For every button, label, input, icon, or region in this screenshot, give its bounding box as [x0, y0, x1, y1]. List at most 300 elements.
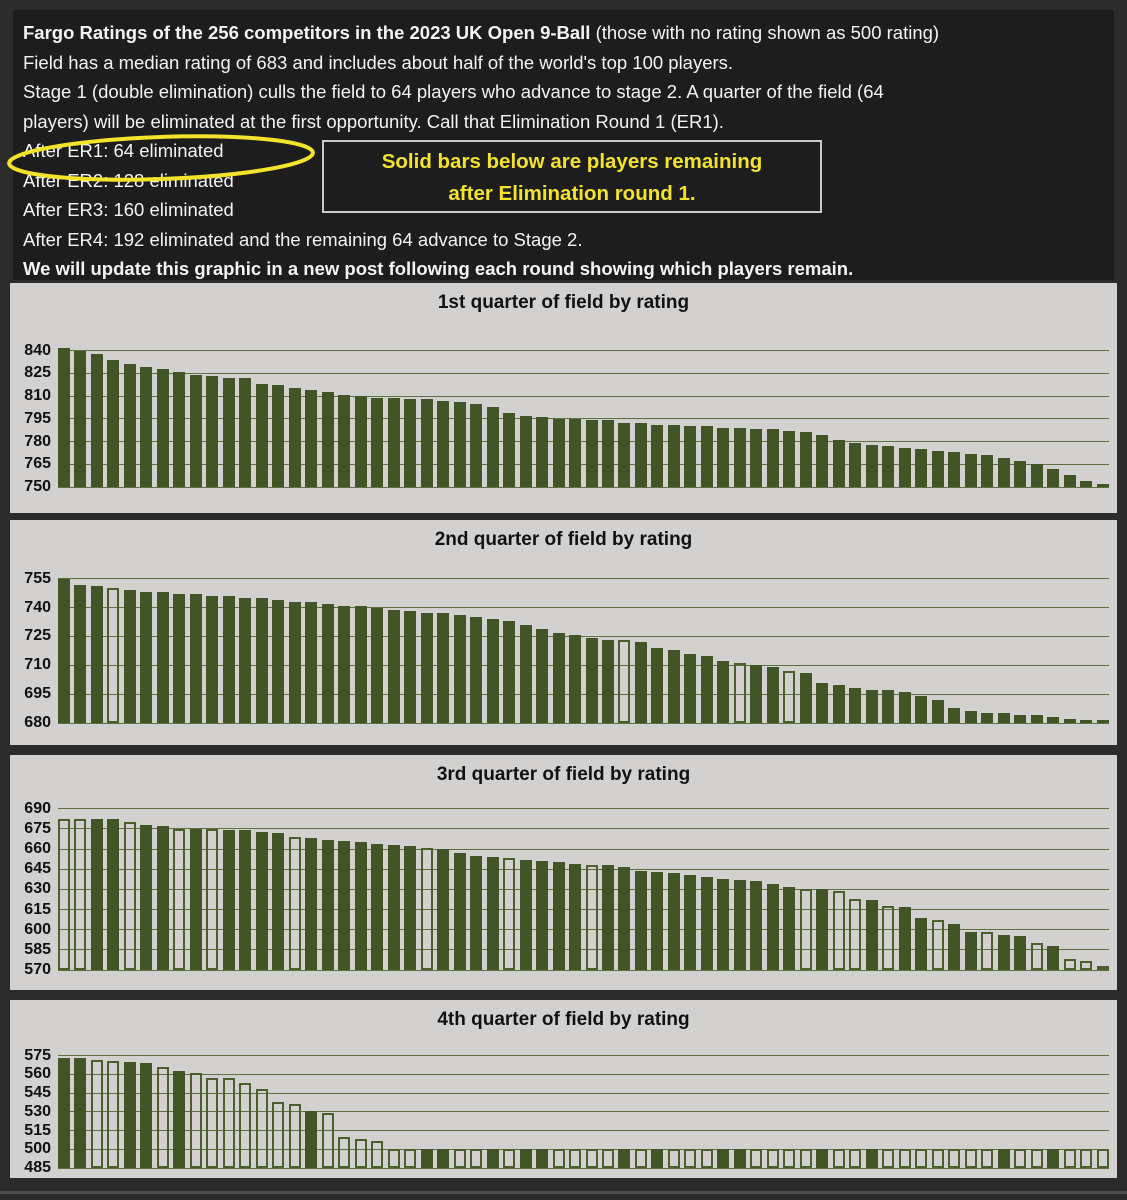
bar-remaining-player [882, 690, 894, 723]
bar-remaining-player [1031, 715, 1043, 723]
bar-remaining-player [371, 398, 383, 487]
bar-remaining-player [305, 838, 317, 970]
bar-remaining-player [717, 1149, 729, 1168]
bar-remaining-player [322, 392, 334, 488]
bar-remaining-player [487, 857, 499, 970]
bar-remaining-player [783, 887, 795, 970]
bar-remaining-player [1097, 720, 1109, 723]
bar-remaining-player [58, 579, 70, 723]
y-tick-label-570: 570 [24, 961, 51, 978]
y-tick-label-740: 740 [24, 598, 51, 616]
bar-eliminated-player [586, 865, 598, 970]
bar-remaining-player [388, 610, 400, 723]
bar-remaining-player [684, 654, 696, 723]
bar-eliminated-player [1031, 943, 1043, 970]
bar-eliminated-player [206, 1078, 218, 1168]
y-tick-label-560: 560 [24, 1065, 51, 1083]
bar-remaining-player [1080, 720, 1092, 723]
bar-remaining-player [272, 600, 284, 723]
bar-remaining-player [173, 594, 185, 723]
bar-remaining-player [635, 871, 647, 970]
bar-remaining-player [1064, 475, 1076, 487]
y-tick-label-690: 690 [24, 799, 51, 817]
bar-remaining-player [355, 606, 367, 723]
bar-remaining-player [322, 604, 334, 723]
bar-remaining-player [553, 862, 565, 970]
y-tick-label-575: 575 [24, 1046, 51, 1064]
chart-plot-3 [24, 799, 1109, 978]
bar-remaining-player [816, 683, 828, 723]
chart-title-4: 4th quarter of field by rating [437, 1009, 690, 1030]
callout-line-1: Solid bars below are players remaining [381, 150, 763, 173]
bar-eliminated-player [289, 1104, 301, 1168]
bar-eliminated-player [91, 1060, 103, 1168]
chart-title-3: 3rd quarter of field by rating [436, 764, 691, 785]
y-tick-label-530: 530 [24, 1102, 51, 1120]
y-tick-label-765: 765 [24, 455, 51, 473]
bar-remaining-player [454, 853, 466, 970]
bar-remaining-player [74, 1058, 86, 1168]
bar-remaining-player [602, 865, 614, 970]
bar-eliminated-player [503, 1149, 515, 1168]
bar-remaining-player [388, 398, 400, 487]
bar-remaining-player [965, 711, 977, 723]
bar-remaining-player [717, 661, 729, 723]
bar-remaining-player [388, 845, 400, 970]
bar-eliminated-player [503, 858, 515, 970]
bar-remaining-player [190, 375, 202, 487]
bar-remaining-player [998, 458, 1010, 487]
bar-remaining-player [899, 448, 911, 487]
bar-remaining-player [1064, 719, 1076, 723]
bar-eliminated-player [1064, 1149, 1076, 1168]
bar-remaining-player [717, 879, 729, 970]
bar-remaining-player [355, 396, 367, 487]
bar-remaining-player [58, 348, 70, 487]
bar-remaining-player [305, 602, 317, 723]
chart-panel-quarter-2 [10, 520, 1117, 745]
header-er1: After ER1: 64 eliminated [23, 140, 224, 161]
bar-remaining-player [437, 849, 449, 970]
bar-remaining-player [338, 395, 350, 487]
bar-remaining-player [520, 860, 532, 970]
bar-remaining-player [866, 445, 878, 487]
bar-remaining-player [618, 867, 630, 970]
bar-eliminated-player [256, 1089, 268, 1168]
bar-eliminated-player [355, 1139, 367, 1168]
bar-remaining-player [421, 1149, 433, 1168]
bar-eliminated-player [107, 1061, 119, 1168]
bar-remaining-player [816, 1149, 828, 1168]
bar-eliminated-player [569, 1149, 581, 1168]
bar-remaining-player [289, 388, 301, 487]
bar-remaining-player [783, 431, 795, 487]
bar-remaining-player [553, 419, 565, 487]
bar-remaining-player [882, 446, 894, 487]
bar-remaining-player [651, 648, 663, 723]
bar-remaining-player [998, 935, 1010, 970]
bar-remaining-player [553, 633, 565, 723]
bar-eliminated-player [783, 671, 795, 723]
bar-remaining-player [256, 598, 268, 723]
bar-eliminated-player [272, 1102, 284, 1168]
chart-panel-quarter-4 [10, 1000, 1117, 1178]
bar-remaining-player [305, 390, 317, 487]
bars-container [58, 1052, 1109, 1168]
bar-remaining-player [223, 830, 235, 970]
bar-remaining-player [569, 864, 581, 970]
bar-remaining-player [1097, 484, 1109, 487]
bar-eliminated-player [107, 588, 119, 723]
bar-remaining-player [998, 1149, 1010, 1168]
bar-eliminated-player [289, 837, 301, 970]
bar-eliminated-player [586, 1149, 598, 1168]
bars-container [58, 806, 1109, 970]
bar-remaining-player [569, 419, 581, 487]
y-tick-label-825: 825 [24, 364, 51, 382]
bar-remaining-player [684, 875, 696, 970]
bar-eliminated-player [965, 1149, 977, 1168]
bar-remaining-player [915, 696, 927, 723]
bar-remaining-player [437, 401, 449, 487]
bar-remaining-player [734, 1149, 746, 1168]
bar-remaining-player [140, 592, 152, 723]
bar-eliminated-player [1014, 1149, 1026, 1168]
bars-container [58, 343, 1109, 487]
bar-eliminated-player [173, 829, 185, 970]
chart-panel-quarter-3 [10, 755, 1117, 990]
chart-plot-2 [24, 569, 1109, 731]
bar-eliminated-player [800, 889, 812, 970]
bar-remaining-player [371, 844, 383, 970]
bar-remaining-player [734, 428, 746, 487]
bar-remaining-player [520, 625, 532, 723]
bar-remaining-player [750, 665, 762, 723]
y-tick-label-725: 725 [24, 627, 51, 645]
bar-remaining-player [470, 617, 482, 723]
bar-eliminated-player [833, 891, 845, 970]
bar-remaining-player [173, 1071, 185, 1168]
header-line-2: Field has a median rating of 683 and includes about half of the world's top 100 players. [23, 51, 734, 73]
bar-remaining-player [437, 613, 449, 723]
bar-eliminated-player [833, 1149, 845, 1168]
chart-title-2: 2nd quarter of field by rating [434, 529, 693, 550]
bar-remaining-player [1080, 481, 1092, 487]
bar-remaining-player [816, 889, 828, 970]
y-tick-label-615: 615 [24, 900, 51, 918]
bar-remaining-player [272, 385, 284, 487]
bar-eliminated-player [124, 822, 136, 970]
bar-remaining-player [618, 1149, 630, 1168]
bar-remaining-player [536, 1149, 548, 1168]
bar-remaining-player [800, 432, 812, 487]
bar-remaining-player [701, 426, 713, 487]
bar-remaining-player [190, 594, 202, 723]
bar-eliminated-player [981, 932, 993, 970]
y-tick-label-645: 645 [24, 860, 51, 878]
bar-remaining-player [91, 586, 103, 723]
bars-container [58, 573, 1109, 723]
bar-eliminated-player [948, 1149, 960, 1168]
y-tick-label-485: 485 [24, 1159, 51, 1176]
bar-remaining-player [437, 1149, 449, 1168]
bar-remaining-player [173, 372, 185, 487]
chart-plot-4 [24, 1046, 1109, 1176]
bar-eliminated-player [734, 663, 746, 723]
y-tick-label-680: 680 [24, 714, 51, 731]
y-tick-label-600: 600 [24, 920, 51, 938]
bar-remaining-player [981, 455, 993, 487]
bar-remaining-player [1047, 717, 1059, 723]
bar-eliminated-player [371, 1141, 383, 1168]
bar-remaining-player [965, 454, 977, 487]
bar-eliminated-player [882, 906, 894, 971]
bar-remaining-player [586, 638, 598, 723]
bar-remaining-player [866, 900, 878, 970]
bar-remaining-player [635, 423, 647, 487]
bar-remaining-player [849, 688, 861, 723]
bar-eliminated-player [783, 1149, 795, 1168]
bar-remaining-player [1031, 464, 1043, 487]
y-tick-label-660: 660 [24, 840, 51, 858]
bar-eliminated-player [915, 1149, 927, 1168]
bar-remaining-player [206, 596, 218, 723]
y-tick-label-545: 545 [24, 1084, 51, 1102]
bar-eliminated-player [58, 819, 70, 970]
bar-remaining-player [635, 642, 647, 723]
bar-remaining-player [536, 629, 548, 723]
header-er4: After ER4: 192 eliminated and the remaining 64 advance to Stage 2. [23, 228, 583, 250]
bar-remaining-player [338, 841, 350, 970]
bar-remaining-player [536, 861, 548, 970]
bar-remaining-player [157, 826, 169, 970]
bar-remaining-player [618, 423, 630, 487]
bar-remaining-player [899, 907, 911, 970]
bar-remaining-player [569, 635, 581, 723]
bar-eliminated-player [338, 1137, 350, 1168]
bar-eliminated-player [750, 1149, 762, 1168]
bar-remaining-player [239, 598, 251, 723]
bar-remaining-player [932, 700, 944, 723]
bar-eliminated-player [932, 920, 944, 970]
bar-remaining-player [91, 354, 103, 487]
bar-remaining-player [289, 602, 301, 723]
bar-eliminated-player [618, 640, 630, 723]
bar-eliminated-player [1064, 959, 1076, 970]
y-tick-label-515: 515 [24, 1121, 51, 1139]
y-tick-label-695: 695 [24, 685, 51, 703]
bar-eliminated-player [602, 1149, 614, 1168]
chart-panel-quarter-1 [10, 283, 1117, 513]
bar-eliminated-player [322, 1113, 334, 1168]
bar-remaining-player [1047, 1149, 1059, 1168]
bar-remaining-player [487, 407, 499, 487]
bar-remaining-player [470, 404, 482, 487]
bar-remaining-player [272, 833, 284, 970]
y-tick-label-710: 710 [24, 656, 51, 674]
bar-remaining-player [140, 825, 152, 970]
header-line-3: Stage 1 (double elimination) culls the field to 64 players who advance to stage 2. A quarter of the field (64 [23, 81, 884, 102]
bar-remaining-player [602, 640, 614, 723]
bar-eliminated-player [1080, 1149, 1092, 1168]
bar-remaining-player [668, 650, 680, 723]
bar-remaining-player [899, 692, 911, 723]
bar-remaining-player [948, 924, 960, 970]
bar-remaining-player [404, 399, 416, 487]
bar-remaining-player [487, 1149, 499, 1168]
bar-remaining-player [223, 596, 235, 723]
bar-remaining-player [1014, 461, 1026, 487]
window-bottom-edge [0, 1191, 1127, 1194]
bar-remaining-player [338, 606, 350, 723]
bar-eliminated-player [899, 1149, 911, 1168]
y-tick-label-795: 795 [24, 409, 51, 427]
bar-eliminated-player [882, 1149, 894, 1168]
bar-eliminated-player [421, 848, 433, 970]
bar-eliminated-player [684, 1149, 696, 1168]
chart-plot-1 [24, 341, 1109, 495]
bar-remaining-player [866, 690, 878, 723]
y-tick-label-500: 500 [24, 1140, 51, 1158]
y-tick-label-755: 755 [24, 569, 51, 587]
bar-remaining-player [734, 880, 746, 970]
bar-eliminated-player [404, 1149, 416, 1168]
bar-remaining-player [668, 873, 680, 970]
bar-remaining-player [107, 360, 119, 487]
bar-eliminated-player [1097, 966, 1109, 970]
bar-eliminated-player [668, 1149, 680, 1168]
bar-eliminated-player [470, 1149, 482, 1168]
bar-eliminated-player [849, 899, 861, 970]
bar-remaining-player [1014, 715, 1026, 723]
bar-eliminated-player [388, 1149, 400, 1168]
bar-eliminated-player [74, 819, 86, 970]
bar-remaining-player [239, 830, 251, 970]
bar-remaining-player [750, 429, 762, 487]
bar-eliminated-player [1097, 1149, 1109, 1168]
bar-eliminated-player [932, 1149, 944, 1168]
y-tick-label-750: 750 [24, 478, 51, 495]
bar-remaining-player [1047, 469, 1059, 487]
bar-remaining-player [404, 846, 416, 970]
y-tick-label-585: 585 [24, 940, 51, 958]
bar-eliminated-player [223, 1078, 235, 1168]
header-footer-line: We will update this graphic in a new post following each round showing which players remain. [23, 258, 854, 279]
bar-remaining-player [256, 832, 268, 970]
bar-remaining-player [932, 451, 944, 487]
callout-line-2: after Elimination round 1. [448, 182, 696, 205]
bar-remaining-player [520, 1149, 532, 1168]
bar-remaining-player [503, 621, 515, 723]
bar-eliminated-player [1080, 961, 1092, 970]
bar-remaining-player [767, 667, 779, 723]
bar-remaining-player [717, 428, 729, 487]
header-block [13, 10, 1114, 280]
bar-remaining-player [651, 425, 663, 487]
bar-remaining-player [701, 877, 713, 970]
bar-remaining-player [866, 1149, 878, 1168]
bar-eliminated-player [701, 1149, 713, 1168]
title-rest: (those with no rating shown as 500 rating) [590, 22, 940, 43]
bar-remaining-player [487, 619, 499, 723]
bar-remaining-player [421, 399, 433, 487]
bar-remaining-player [915, 918, 927, 970]
bar-eliminated-player [157, 1067, 169, 1168]
bar-remaining-player [915, 449, 927, 487]
bar-remaining-player [981, 713, 993, 723]
bar-remaining-player [454, 615, 466, 723]
bar-remaining-player [58, 1058, 70, 1168]
header-er2: After ER2: 128 eliminated [23, 169, 234, 191]
header-er3: After ER3: 160 eliminated [23, 199, 234, 220]
y-tick-label-630: 630 [24, 880, 51, 898]
bar-remaining-player [157, 369, 169, 487]
bar-remaining-player [1014, 936, 1026, 970]
bar-remaining-player [602, 420, 614, 487]
bar-remaining-player [701, 656, 713, 723]
y-tick-label-780: 780 [24, 432, 51, 450]
bar-remaining-player [965, 932, 977, 970]
bar-remaining-player [849, 443, 861, 487]
bar-remaining-player [140, 1063, 152, 1168]
bar-remaining-player [124, 1062, 136, 1168]
bar-remaining-player [305, 1111, 317, 1168]
callout-box [322, 140, 822, 213]
header-line-1 [23, 18, 1114, 48]
bar-remaining-player [948, 452, 960, 487]
header-line-4: players) will be eliminated at the first opportunity. Call that Elimination Round 1 (ER1). [23, 110, 724, 132]
bar-remaining-player [520, 416, 532, 487]
bar-remaining-player [536, 417, 548, 487]
bar-remaining-player [1047, 946, 1059, 970]
bar-remaining-player [239, 378, 251, 487]
title-bold: Fargo Ratings of the 256 competitors in the 2023 UK Open 9-Ball [23, 22, 591, 43]
bar-remaining-player [684, 426, 696, 487]
bar-remaining-player [833, 440, 845, 487]
bar-remaining-player [998, 713, 1010, 723]
bar-eliminated-player [635, 1149, 647, 1168]
bar-eliminated-player [767, 1149, 779, 1168]
bar-remaining-player [668, 425, 680, 487]
bar-remaining-player [124, 364, 136, 487]
bar-remaining-player [74, 351, 86, 487]
bar-remaining-player [355, 842, 367, 970]
y-tick-label-810: 810 [24, 387, 51, 405]
bar-remaining-player [586, 420, 598, 487]
bar-remaining-player [256, 384, 268, 487]
bar-remaining-player [454, 402, 466, 487]
bar-eliminated-player [454, 1149, 466, 1168]
bar-eliminated-player [239, 1083, 251, 1168]
bar-remaining-player [124, 590, 136, 723]
bar-remaining-player [190, 829, 202, 970]
bar-remaining-player [651, 1149, 663, 1168]
bar-remaining-player [421, 613, 433, 723]
bar-remaining-player [833, 685, 845, 723]
bar-remaining-player [91, 819, 103, 970]
bar-remaining-player [206, 376, 218, 487]
bar-eliminated-player [800, 1149, 812, 1168]
bar-remaining-player [371, 608, 383, 723]
bar-remaining-player [651, 872, 663, 970]
bar-remaining-player [322, 840, 334, 970]
bar-remaining-player [404, 611, 416, 723]
bar-remaining-player [107, 819, 119, 970]
chart-title-1: 1st quarter of field by rating [437, 292, 690, 313]
bar-remaining-player [816, 435, 828, 487]
bar-remaining-player [140, 367, 152, 487]
bar-remaining-player [157, 592, 169, 723]
